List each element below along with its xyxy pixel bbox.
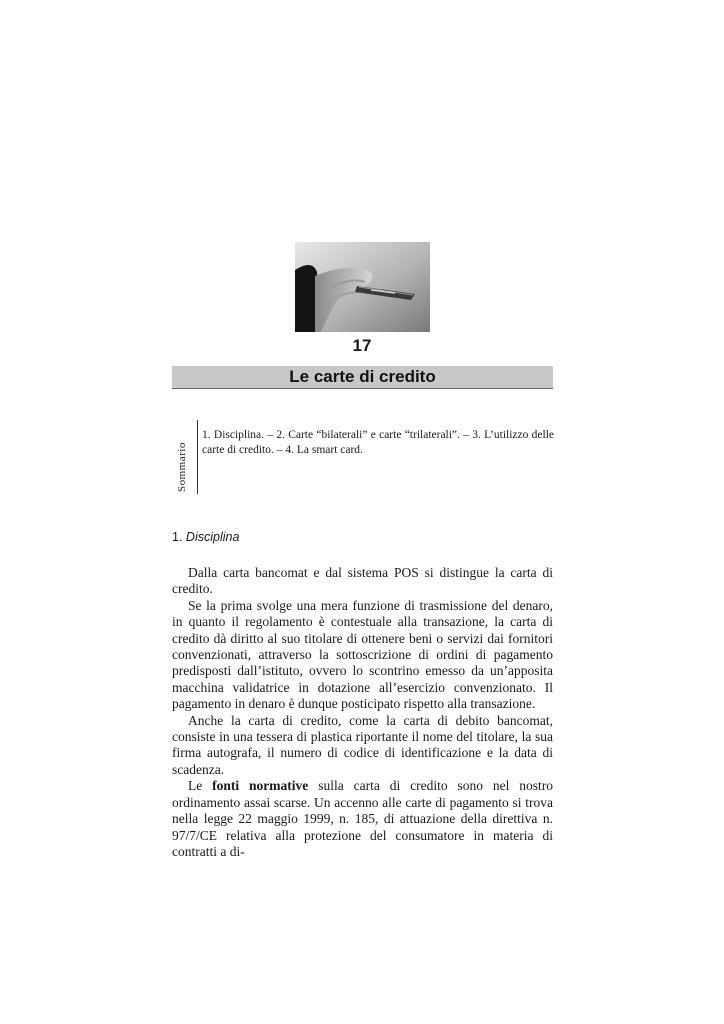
sommario-divider: [197, 420, 198, 494]
chapter-number: 17: [352, 336, 372, 355]
body-text: [172, 565, 553, 860]
section-title: Disciplina: [185, 530, 240, 544]
bold-term: fonti normative: [212, 778, 309, 794]
paragraph-prefix: Le: [188, 778, 203, 794]
paragraph-rest: sulla carta di credito sono nel nostro ordinamento assai scarse. Un accenno alle carte di pagamento si trova nella legge 22 maggio 1999, n. 185, di attuazione della direttiva n. 97/7/CE relativa alla protezione del consumatore in materia di contratti a di-: [172, 778, 554, 859]
sommario-label: [176, 422, 188, 492]
paragraph: Anche la carta di credito, come la carta di debito bancomat, consiste in una tessera di plastica riportante il nome del titolare, la sua firma autografa, il numero di codice di identificazione e la data di scadenza.: [172, 712, 553, 777]
chapter-title-bar: [172, 366, 553, 389]
hand-holding-card-image: [295, 242, 430, 332]
section-number: 1.: [172, 530, 183, 544]
section-heading: [172, 530, 239, 544]
paragraph: Dalla carta bancomat e dal sistema POS si distingue la carta di credito.: [172, 565, 553, 597]
sommario-label-text: Sommario: [176, 442, 188, 492]
sommario-contents: 1. Disciplina. – 2. Carte “bilaterali” e carte “trilaterali”. – 3. L’utilizzo delle carte di credito. – 4. La smart card.: [202, 429, 554, 456]
chapter-title: Le carte di credito: [289, 367, 436, 386]
credit-card-photo: [295, 242, 430, 332]
paragraph: [172, 778, 553, 860]
paragraph: Se la prima svolge una mera funzione di trasmissione del denaro, in quanto il regolamento è contestuale alla transazione, la carta di credito dà diritto al suo titolare di ottenere beni o servizi dai fornitori convenzionati, attraverso la sottoscrizione di ordini di pagamento predisposti dall’istituto, ovvero lo scontrino emesso da un’apposita macchina validatrice in dotazione all’esercizio convenzionato. Il pagamento in denaro è dunque posticipato rispetto alla transazione.: [172, 597, 553, 712]
